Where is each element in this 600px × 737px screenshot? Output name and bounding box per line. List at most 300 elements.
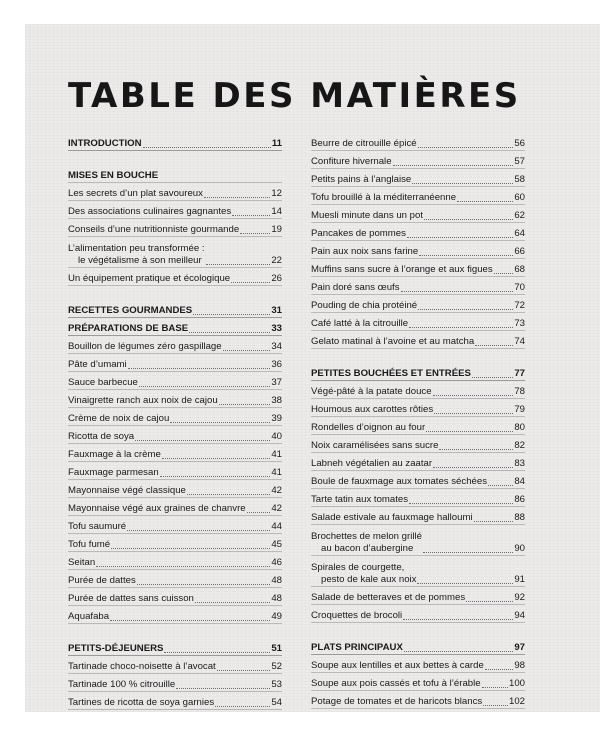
toc-entry-fauxmage-a-la-creme[interactable] bbox=[68, 444, 282, 462]
entry-title bbox=[311, 228, 406, 240]
entry-title bbox=[311, 386, 432, 398]
dot-leader bbox=[193, 314, 270, 315]
entry-title bbox=[68, 341, 222, 353]
dot-leader bbox=[401, 291, 514, 292]
entry-title bbox=[68, 431, 134, 443]
entry-title-line: Tarte tatin aux tomates bbox=[311, 494, 409, 505]
toc-entry-pain-dore-sans-ufs[interactable] bbox=[311, 277, 525, 295]
dot-leader bbox=[474, 521, 514, 522]
toc-entry-muffins-sans-sucre-a-l-orange-et-aux-fig[interactable] bbox=[311, 259, 525, 277]
dot-leader bbox=[240, 233, 270, 234]
toc-entry-mayonnaise-vege-aux-graines-de-chanvre[interactable] bbox=[68, 498, 282, 516]
page-number: 37 bbox=[271, 377, 282, 388]
book-page bbox=[25, 24, 600, 712]
toc-entry-des-associations-culinaires-gagnantes[interactable] bbox=[68, 201, 282, 219]
page-number: 41 bbox=[271, 467, 282, 478]
toc-entry-tartinade-choco-noisette-a-l-avocat[interactable] bbox=[68, 656, 282, 674]
page-number: 77 bbox=[514, 368, 525, 379]
entry-title-line: Purée de dattes sans cuisson bbox=[68, 593, 194, 604]
section-spacer bbox=[68, 286, 282, 300]
page-number: 66 bbox=[514, 246, 525, 257]
toc-entry-fauxmage-parmesan[interactable] bbox=[68, 462, 282, 480]
entry-title bbox=[68, 305, 192, 317]
dot-leader bbox=[423, 552, 513, 553]
entry-title bbox=[68, 521, 126, 533]
entry-title bbox=[311, 696, 482, 708]
toc-entry-les-secrets-d-un-plat-savoureux[interactable] bbox=[68, 183, 282, 201]
dot-leader bbox=[128, 368, 271, 369]
dot-leader bbox=[231, 282, 270, 283]
page-number: 102 bbox=[508, 696, 525, 707]
entry-title-line: Ricotta de soya bbox=[68, 431, 135, 442]
entry-title-line-2: au bacon d’aubergine bbox=[321, 543, 414, 554]
dot-leader bbox=[111, 548, 270, 549]
entry-title bbox=[311, 210, 423, 222]
page-number: 64 bbox=[514, 228, 525, 239]
entry-title bbox=[68, 377, 138, 389]
toc-entry-croquettes-de-brocoli[interactable] bbox=[311, 605, 525, 623]
page-number: 48 bbox=[271, 593, 282, 604]
entry-title bbox=[68, 273, 230, 285]
toc-entry-spirales-de-courgette[interactable] bbox=[311, 556, 525, 587]
dot-leader bbox=[176, 688, 270, 689]
section-spacer bbox=[311, 623, 525, 637]
dot-leader bbox=[247, 512, 271, 513]
dot-leader bbox=[419, 255, 513, 256]
page-number: 72 bbox=[514, 300, 525, 311]
page-number: 42 bbox=[271, 503, 282, 514]
entry-title bbox=[311, 610, 402, 622]
section-spacer bbox=[68, 151, 282, 165]
dot-leader bbox=[433, 395, 514, 396]
dot-leader bbox=[162, 458, 271, 459]
entry-title-line: Pancakes de pommes bbox=[311, 228, 406, 239]
toc-entry-tofu-fume[interactable] bbox=[68, 534, 282, 552]
entry-title bbox=[68, 697, 214, 709]
entry-title bbox=[68, 485, 186, 497]
entry-title-line: Gelato matinal à l’avoine et au matcha bbox=[311, 336, 475, 347]
entry-title bbox=[311, 246, 418, 258]
page-number: 49 bbox=[271, 611, 282, 622]
entry-title-line: Beurre de citrouille épicé bbox=[311, 138, 417, 149]
page-number: 94 bbox=[514, 610, 525, 621]
toc-entry-tarte-tatin-aux-tomates[interactable] bbox=[311, 489, 525, 507]
toc-entry-conseils-d-une-nutritionniste-gourmande[interactable] bbox=[68, 219, 282, 237]
page-number: 54 bbox=[271, 697, 282, 708]
entry-title-line: Salade estivale au fauxmage halloumi bbox=[311, 512, 473, 523]
page-number: 41 bbox=[271, 449, 282, 460]
dot-leader bbox=[418, 309, 513, 310]
toc-entry-ricotta-de-soya[interactable] bbox=[68, 426, 282, 444]
dot-leader bbox=[135, 440, 270, 441]
page-number: 38 bbox=[271, 395, 282, 406]
toc-entry-vinaigrette-ranch-aux-noix-de-cajou[interactable] bbox=[68, 390, 282, 408]
entry-title-line: Tartinade 100 % citrouille bbox=[68, 679, 176, 690]
page-number: 90 bbox=[514, 543, 525, 554]
entry-title bbox=[311, 562, 416, 586]
dot-leader bbox=[472, 377, 513, 378]
page-number: 40 bbox=[271, 431, 282, 442]
dot-leader bbox=[160, 476, 271, 477]
entry-title bbox=[311, 592, 465, 604]
entry-title-line: RECETTES GOURMANDES bbox=[68, 305, 193, 316]
page-number: 33 bbox=[271, 323, 282, 334]
dot-leader bbox=[482, 687, 508, 688]
page-number: 46 bbox=[271, 557, 282, 568]
toc-entry-tartines-de-ricotta-de-soya-garnies[interactable] bbox=[68, 692, 282, 710]
page-number: 14 bbox=[271, 206, 282, 217]
toc-entry-salade-estivale-au-fauxmage-halloumi[interactable] bbox=[311, 507, 525, 525]
toc-left-column bbox=[68, 133, 282, 710]
toc-entry-sauce-barbecue[interactable] bbox=[68, 372, 282, 390]
dot-leader bbox=[110, 620, 270, 621]
page-number: 53 bbox=[271, 679, 282, 690]
entry-title bbox=[68, 679, 175, 691]
toc-entry-soupe-aux-lentilles-et-aux-bettes-a-card[interactable] bbox=[311, 655, 525, 673]
page-number: 92 bbox=[514, 592, 525, 603]
dot-leader bbox=[434, 413, 513, 414]
page-number: 79 bbox=[514, 404, 525, 415]
entry-title bbox=[68, 359, 127, 371]
page-number: 60 bbox=[514, 192, 525, 203]
entry-title bbox=[311, 300, 417, 312]
page-number: 56 bbox=[514, 138, 525, 149]
entry-title bbox=[311, 494, 408, 506]
entry-title-line: PETITS-DÉJEUNERS bbox=[68, 643, 164, 654]
entry-title-line: Café latté à la citrouille bbox=[311, 318, 409, 329]
page-number: 58 bbox=[514, 174, 525, 185]
toc-entry-houmous-aux-carottes-roties[interactable] bbox=[311, 399, 525, 417]
page-number: 39 bbox=[271, 413, 282, 424]
page-number: 73 bbox=[514, 318, 525, 329]
entry-title bbox=[68, 138, 142, 150]
dot-leader bbox=[409, 327, 513, 328]
toc-section-plats-principaux[interactable] bbox=[311, 637, 525, 655]
entry-title-line: Croquettes de brocoli bbox=[311, 610, 403, 621]
entry-title bbox=[311, 174, 411, 186]
entry-title-line: Petits pains à l’anglaise bbox=[311, 174, 412, 185]
toc-entry-cafe-latte-a-la-citrouille[interactable] bbox=[311, 313, 525, 331]
toc-entry-muesli-minute-dans-un-pot[interactable] bbox=[311, 205, 525, 223]
page-number: 36 bbox=[271, 359, 282, 370]
entry-title bbox=[68, 243, 205, 267]
page-number: 62 bbox=[514, 210, 525, 221]
page-number: 34 bbox=[271, 341, 282, 352]
toc-entry-potage-de-tomates-et-de-haricots-blancs[interactable] bbox=[311, 691, 525, 709]
entry-title bbox=[68, 661, 216, 673]
toc-entry-un-equipement-pratique-et-ecologique[interactable] bbox=[68, 268, 282, 286]
dot-leader bbox=[483, 705, 508, 706]
entry-title-line: Rondelles d’oignon au four bbox=[311, 422, 426, 433]
toc-entry-pain-aux-noix-sans-farine[interactable] bbox=[311, 241, 525, 259]
dot-leader bbox=[127, 530, 270, 531]
dot-leader bbox=[417, 583, 513, 584]
toc-section-recettes-gourmandes[interactable] bbox=[68, 300, 282, 318]
page-number: 78 bbox=[514, 386, 525, 397]
entry-title-line: Aquafaba bbox=[68, 611, 110, 622]
entry-title-line: Des associations culinaires gagnantes bbox=[68, 206, 232, 217]
page-number: 51 bbox=[271, 643, 282, 654]
entry-title bbox=[311, 404, 433, 416]
dot-leader bbox=[393, 165, 514, 166]
dot-leader bbox=[219, 404, 271, 405]
page-number: 91 bbox=[514, 574, 525, 585]
entry-title-line: Spirales de courgette, bbox=[311, 562, 405, 573]
entry-title-line: PLATS PRINCIPAUX bbox=[311, 642, 403, 653]
entry-title-line: PRÉPARATIONS DE BASE bbox=[68, 323, 189, 334]
entry-title bbox=[68, 643, 163, 655]
entry-title-line: Tofu fumé bbox=[68, 539, 111, 550]
entry-title-line: PETITES BOUCHÉES ET ENTRÉES bbox=[311, 368, 471, 379]
dot-leader bbox=[409, 503, 513, 504]
dot-leader bbox=[457, 201, 513, 202]
dot-leader bbox=[204, 197, 270, 198]
entry-title-line: Soupe aux lentilles et aux bettes à carde bbox=[311, 660, 484, 671]
entry-title-line: Crème de noix de cajou bbox=[68, 413, 170, 424]
entry-title-line: Tartinade choco-noisette à l’avocat bbox=[68, 661, 216, 672]
entry-title bbox=[68, 503, 246, 515]
dot-leader bbox=[96, 566, 270, 567]
entry-title bbox=[68, 557, 95, 569]
page-number: 52 bbox=[271, 661, 282, 672]
entry-title-line: Pain doré sans œufs bbox=[311, 282, 400, 293]
toc-entry-salade-de-betteraves-et-de-pommes[interactable] bbox=[311, 587, 525, 605]
section-spacer bbox=[311, 349, 525, 363]
page-number: 97 bbox=[514, 642, 525, 653]
entry-title bbox=[311, 138, 417, 150]
page-number: 19 bbox=[271, 224, 282, 235]
page-number: 84 bbox=[514, 476, 525, 487]
entry-title-line: MISES EN BOUCHE bbox=[68, 170, 159, 181]
entry-title bbox=[311, 282, 400, 294]
dot-leader bbox=[433, 467, 513, 468]
page-number: 11 bbox=[271, 138, 282, 149]
entry-title bbox=[311, 156, 392, 168]
entry-title-line: Boule de fauxmage aux tomates séchées bbox=[311, 476, 487, 487]
page-number: 31 bbox=[271, 305, 282, 316]
page-number: 12 bbox=[271, 188, 282, 199]
entry-title-line: Soupe aux pois cassés et tofu à l’érable bbox=[311, 678, 481, 689]
entry-title bbox=[311, 458, 432, 470]
entry-title-line: Pâte d’umami bbox=[68, 359, 127, 370]
toc-entry-l-alimentation-peu-transformee[interactable] bbox=[68, 237, 282, 268]
entry-title bbox=[311, 642, 403, 654]
page-number: 98 bbox=[514, 660, 525, 671]
entry-title bbox=[68, 323, 188, 335]
entry-title-line: Muffins sans sucre à l’orange et aux figues bbox=[311, 264, 493, 275]
page-number: 74 bbox=[514, 336, 525, 347]
entry-title-line: Mayonnaise végé classique bbox=[68, 485, 186, 496]
entry-title bbox=[311, 512, 473, 524]
page-number: 68 bbox=[514, 264, 525, 275]
toc-section-petits-dejeuners[interactable] bbox=[68, 638, 282, 656]
toc-entry-bouillon-de-legumes-zero-gaspillage[interactable] bbox=[68, 336, 282, 354]
dot-leader bbox=[403, 619, 513, 620]
toc-section-mises-en-bouche[interactable] bbox=[68, 165, 282, 183]
entry-title-line: Végé-pâté à la patate douce bbox=[311, 386, 432, 397]
dot-leader bbox=[217, 670, 271, 671]
toc-entry-tartinade-100-citrouille[interactable] bbox=[68, 674, 282, 692]
toc-entry-boule-de-fauxmage-aux-tomates-sechees[interactable] bbox=[311, 471, 525, 489]
entry-title bbox=[68, 188, 203, 200]
toc-entry-pancakes-de-pommes[interactable] bbox=[311, 223, 525, 241]
page-number: 86 bbox=[514, 494, 525, 505]
entry-title-line: Seitan bbox=[68, 557, 96, 568]
entry-title-line: Les secrets d’un plat savoureux bbox=[68, 188, 203, 199]
page-number: 83 bbox=[514, 458, 525, 469]
entry-title-line: Mayonnaise végé aux graines de chanvre bbox=[68, 503, 246, 514]
toc-entry-mayonnaise-vege-classique[interactable] bbox=[68, 480, 282, 498]
dot-leader bbox=[412, 183, 513, 184]
toc-entry-seitan[interactable] bbox=[68, 552, 282, 570]
entry-title-line-2: pesto de kale aux noix bbox=[321, 574, 417, 585]
dot-leader bbox=[426, 431, 513, 432]
entry-title-line: L’alimentation peu transformée : bbox=[68, 243, 205, 254]
entry-title-line: Sauce barbecue bbox=[68, 377, 138, 388]
page-number: 22 bbox=[271, 255, 282, 266]
dot-leader bbox=[475, 345, 513, 346]
entry-title bbox=[68, 224, 239, 236]
entry-title-line: Confiture hivernale bbox=[311, 156, 392, 167]
toc-entry-pouding-de-chia-proteine[interactable] bbox=[311, 295, 525, 313]
toc-entry-creme-de-noix-de-cajou[interactable] bbox=[68, 408, 282, 426]
entry-title bbox=[68, 593, 194, 605]
entry-title-line-2: le végétalisme à son meilleur bbox=[78, 255, 202, 266]
toc-section-petites-bouchees-et-entrees[interactable] bbox=[311, 363, 525, 381]
toc-entry-brochettes-de-melon-grille[interactable] bbox=[311, 525, 525, 556]
dot-leader bbox=[466, 601, 513, 602]
entry-title bbox=[68, 467, 159, 479]
page-number: 88 bbox=[514, 512, 525, 523]
toc-entry-soupe-aux-pois-casses-et-tofu-a-l-erable[interactable] bbox=[311, 673, 525, 691]
dot-leader bbox=[206, 264, 271, 265]
dot-leader bbox=[143, 147, 271, 148]
entry-title-line: Tofu saumuré bbox=[68, 521, 127, 532]
toc-entry-tofu-brouille-a-la-mediterraneenne[interactable] bbox=[311, 187, 525, 205]
dot-leader bbox=[170, 422, 270, 423]
entry-title-line: Noix caramélisées sans sucre bbox=[311, 440, 439, 451]
entry-title bbox=[68, 449, 161, 461]
entry-title bbox=[311, 678, 481, 690]
dot-leader bbox=[223, 350, 271, 351]
page-number: 80 bbox=[514, 422, 525, 433]
dot-leader bbox=[424, 219, 513, 220]
entry-title-line: Fauxmage à la crème bbox=[68, 449, 161, 460]
page-number: 100 bbox=[508, 678, 525, 689]
entry-title bbox=[68, 611, 109, 623]
dot-leader bbox=[137, 584, 271, 585]
dot-leader bbox=[215, 706, 270, 707]
toc-right-column bbox=[311, 133, 525, 709]
entry-title-line: Salade de betteraves et de pommes bbox=[311, 592, 466, 603]
entry-title-line: Conseils d’une nutritionniste gourmande bbox=[68, 224, 240, 235]
dot-leader bbox=[494, 273, 514, 274]
page-number: 42 bbox=[271, 485, 282, 496]
page-number: 48 bbox=[271, 575, 282, 586]
entry-title bbox=[311, 660, 484, 672]
toc-entry-aquafaba[interactable] bbox=[68, 606, 282, 624]
entry-title bbox=[311, 368, 471, 380]
dot-leader bbox=[139, 386, 270, 387]
entry-title bbox=[311, 336, 474, 348]
dot-leader bbox=[195, 602, 270, 603]
toc-entry-puree-de-dattes-sans-cuisson[interactable] bbox=[68, 588, 282, 606]
entry-title-line: Muesli minute dans un pot bbox=[311, 210, 423, 221]
dot-leader bbox=[407, 237, 513, 238]
page-number: 45 bbox=[271, 539, 282, 550]
toc-entry-rondelles-d-oignon-au-four[interactable] bbox=[311, 417, 525, 435]
entry-title bbox=[68, 539, 110, 551]
toc-entry-confiture-hivernale[interactable] bbox=[311, 151, 525, 169]
page-number: 44 bbox=[271, 521, 282, 532]
dot-leader bbox=[439, 449, 513, 450]
dot-leader bbox=[485, 669, 514, 670]
entry-title bbox=[68, 413, 169, 425]
entry-title-line: Bouillon de légumes zéro gaspillage bbox=[68, 341, 222, 352]
entry-title-line: Labneh végétalien au zaatar bbox=[311, 458, 433, 469]
toc-entry-tofu-saumure[interactable] bbox=[68, 516, 282, 534]
toc-entry-noix-caramelisees-sans-sucre[interactable] bbox=[311, 435, 525, 453]
entry-title bbox=[311, 476, 487, 488]
dot-leader bbox=[187, 494, 270, 495]
page-number: 70 bbox=[514, 282, 525, 293]
toc-entry-vege-pate-a-la-patate-douce[interactable] bbox=[311, 381, 525, 399]
entry-title bbox=[311, 440, 438, 452]
dot-leader bbox=[404, 651, 513, 652]
dot-leader bbox=[488, 485, 513, 486]
entry-title bbox=[311, 531, 422, 555]
entry-title-line: INTRODUCTION bbox=[68, 138, 142, 149]
section-spacer bbox=[68, 624, 282, 638]
dot-leader bbox=[418, 147, 514, 148]
entry-title bbox=[68, 575, 136, 587]
page-number: 82 bbox=[514, 440, 525, 451]
entry-title-line: Pouding de chia protéiné bbox=[311, 300, 418, 311]
toc-entry-pate-d-umami[interactable] bbox=[68, 354, 282, 372]
entry-title bbox=[311, 318, 408, 330]
toc-entry-labneh-vegetalien-au-zaatar[interactable] bbox=[311, 453, 525, 471]
entry-title-line: Brochettes de melon grillé bbox=[311, 531, 422, 542]
dot-leader bbox=[164, 652, 270, 653]
toc-section-introduction[interactable] bbox=[68, 133, 282, 151]
entry-title bbox=[311, 192, 456, 204]
entry-title-line: Un équipement pratique et écologique bbox=[68, 273, 231, 284]
entry-title bbox=[68, 395, 218, 407]
page-number: 26 bbox=[271, 273, 282, 284]
entry-title bbox=[311, 422, 425, 434]
entry-title bbox=[68, 206, 231, 218]
entry-title-line: Potage de tomates et de haricots blancs bbox=[311, 696, 483, 707]
entry-title-line: Purée de dattes bbox=[68, 575, 136, 586]
toc-entry-puree-de-dattes[interactable] bbox=[68, 570, 282, 588]
entry-title-line: Fauxmage parmesan bbox=[68, 467, 159, 478]
dot-leader bbox=[232, 215, 270, 216]
page-title: TABLE DES MATIÈRES bbox=[68, 76, 521, 116]
entry-title bbox=[68, 170, 158, 182]
toc-entry-petits-pains-a-l-anglaise[interactable] bbox=[311, 169, 525, 187]
entry-title bbox=[311, 264, 493, 276]
page-number: 57 bbox=[514, 156, 525, 167]
entry-title-line: Vinaigrette ranch aux noix de cajou bbox=[68, 395, 218, 406]
entry-title-line: Pain aux noix sans farine bbox=[311, 246, 419, 257]
toc-entry-beurre-de-citrouille-epice[interactable] bbox=[311, 133, 525, 151]
dot-leader bbox=[189, 332, 270, 333]
entry-title-line: Tartines de ricotta de soya garnies bbox=[68, 697, 215, 708]
toc-entry-gelato-matinal-a-l-avoine-et-au-matcha[interactable] bbox=[311, 331, 525, 349]
entry-title-line: Tofu brouillé à la méditerranéenne bbox=[311, 192, 457, 203]
toc-section-preparations-de-base[interactable] bbox=[68, 318, 282, 336]
entry-title-line: Houmous aux carottes rôties bbox=[311, 404, 434, 415]
